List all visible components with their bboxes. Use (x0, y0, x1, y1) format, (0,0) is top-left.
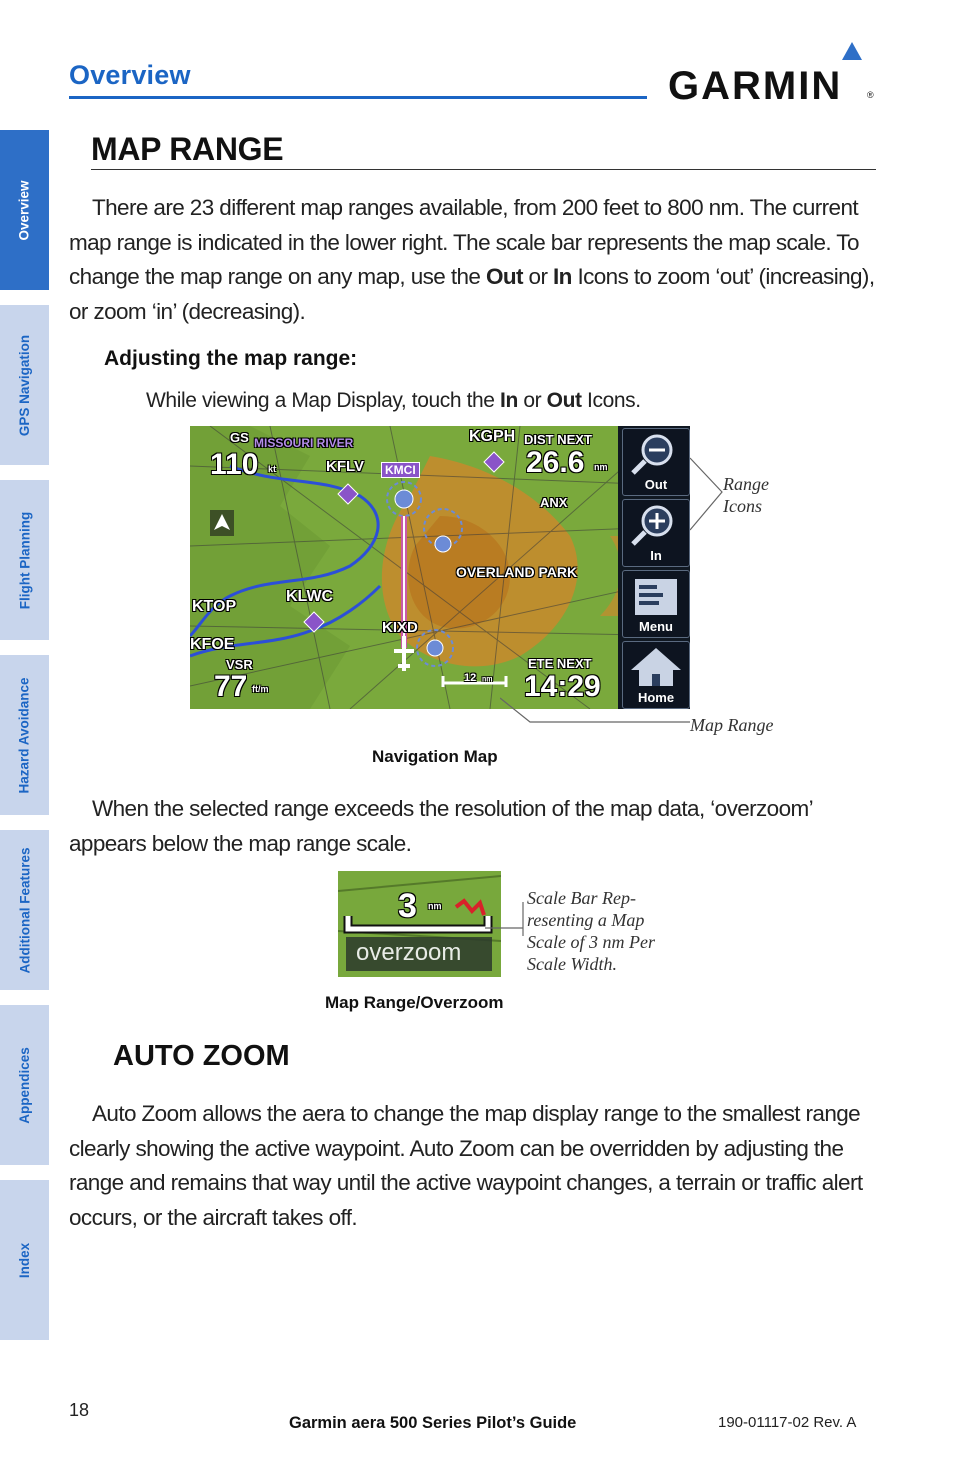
step-or: or (517, 389, 547, 412)
heading-rule (91, 169, 876, 170)
tab-appendices[interactable] (0, 1005, 49, 1165)
overzoom-paragraph (69, 792, 877, 861)
overzoom-image (338, 871, 501, 977)
intro-text-1: There are 23 different map ranges available, from 200 feet to 800 nm. The current map range is indicated in the lower right. The scale bar represents the map scale. To change the map range on any map, use the (69, 195, 859, 289)
tab-label: GPS Navigation (17, 334, 32, 436)
vsr-label: VSR (226, 657, 253, 672)
tab-label: Overview (17, 179, 33, 241)
tab-gps-navigation[interactable] (0, 305, 49, 465)
home-label: Home (637, 690, 675, 705)
tab-overview[interactable] (0, 130, 49, 290)
footer-doc-number: 190-01117-02 Rev. A (718, 1414, 857, 1431)
page-number: 18 (69, 1400, 90, 1420)
page-heading: MAP RANGE (91, 131, 284, 167)
intro-out-word: Out (485, 264, 523, 289)
dist-next-label: DIST NEXT (524, 432, 592, 447)
map-range-callout: Map Range (690, 715, 774, 735)
dist-next-value: 26.6 (526, 446, 585, 479)
overzoom-caption: Map Range/Overzoom (325, 993, 504, 1012)
ete-next-label: ETE NEXT (528, 656, 592, 671)
kflv-label: KFLV (326, 458, 365, 475)
range-icons-callout: Range Icons (723, 474, 769, 516)
procedure-step (146, 389, 641, 413)
callout-lines (500, 440, 730, 740)
overzoom-label: overzoom (356, 939, 462, 966)
tab-label: Appendices (17, 1046, 32, 1124)
step-text-post: Icons. (581, 389, 641, 412)
zoom-in-label: In (650, 548, 662, 563)
map-range-unit: nm (482, 676, 493, 683)
menu-label: Menu (639, 619, 673, 634)
tab-label: Flight Planning (17, 511, 32, 609)
auto-zoom-text: Auto Zoom allows the aera to change the map display range to the smallest range clearly showing the active waypoint. Auto Zoom can be overridden by adjusting the range and remains that way until the active waypoint changes, a terrain or traffic alert occurs, or the aircraft takes off. (69, 1101, 863, 1230)
overzoom-callout-line (485, 900, 525, 940)
logo-text: GARMIN (668, 64, 843, 108)
vsr-unit: ft/m (252, 684, 269, 694)
logo-triangle-icon (842, 42, 862, 60)
tab-hazard-avoidance[interactable] (0, 655, 49, 815)
kgph-label: KGPH (469, 428, 516, 445)
step-in-word: In (500, 389, 518, 412)
intro-in-word: In (553, 264, 572, 289)
overzoom-scale-value: 3 (398, 887, 417, 925)
logo-registered-mark: ® (867, 90, 874, 100)
gs-unit: kt (268, 464, 277, 474)
overzoom-scale-unit: nm (428, 901, 442, 911)
ktop-label: KTOP (192, 598, 237, 615)
tab-label: Additional Features (17, 846, 33, 974)
tab-label: Hazard Avoidance (17, 676, 33, 794)
zoom-out-label: Out (644, 477, 668, 492)
scale-bar-callout: Scale Bar Rep- resenting a Map Scale of 3 nm Per Scale Width. (527, 888, 655, 974)
tab-index[interactable] (0, 1180, 49, 1340)
ete-next-value: 14:29 (524, 670, 601, 703)
step-text-pre: While viewing a Map Display, touch the (146, 389, 501, 412)
gs-value: 110 (210, 448, 259, 481)
overland-park-label: OVERLAND PARK (456, 564, 578, 580)
auto-zoom-paragraph (69, 1097, 877, 1235)
anx-label: ANX (540, 495, 568, 510)
gs-label: GS (230, 430, 249, 445)
kmci-label: KMCI (381, 462, 420, 478)
step-out-word: Out (546, 389, 582, 412)
dist-next-unit: nm (594, 462, 608, 472)
vsr-value: 77 (214, 670, 248, 703)
overzoom-paragraph-text: When the selected range exceeds the resolution of the map data, ‘overzoom’ appears below the map range scale. (69, 796, 813, 856)
procedure-title: Adjusting the map range: (104, 347, 358, 370)
footer-title: Garmin aera 500 Series Pilot’s Guide (289, 1414, 577, 1432)
intro-text-2: Icons to zoom ‘out’ (increasing), or zoom ‘in’ (decreasing). (69, 264, 875, 324)
river-label: MISSOURI RIVER (254, 436, 354, 450)
intro-or: or (522, 264, 554, 289)
section-title: Overview (69, 60, 191, 90)
auto-zoom-heading: AUTO ZOOM (113, 1040, 290, 1072)
intro-paragraph (69, 191, 877, 329)
nav-map-caption: Navigation Map (372, 747, 498, 766)
header-rule (69, 96, 647, 99)
klwc-label: KLWC (286, 588, 334, 605)
kfoe-label: KFOE (190, 636, 235, 653)
map-range-value: 12 (464, 672, 477, 684)
garmin-logo (668, 42, 878, 108)
kixd-label: KIXD (382, 619, 418, 636)
tab-additional-features[interactable] (0, 830, 49, 990)
tab-flight-planning[interactable] (0, 480, 49, 640)
tab-label: Index (16, 1242, 32, 1278)
